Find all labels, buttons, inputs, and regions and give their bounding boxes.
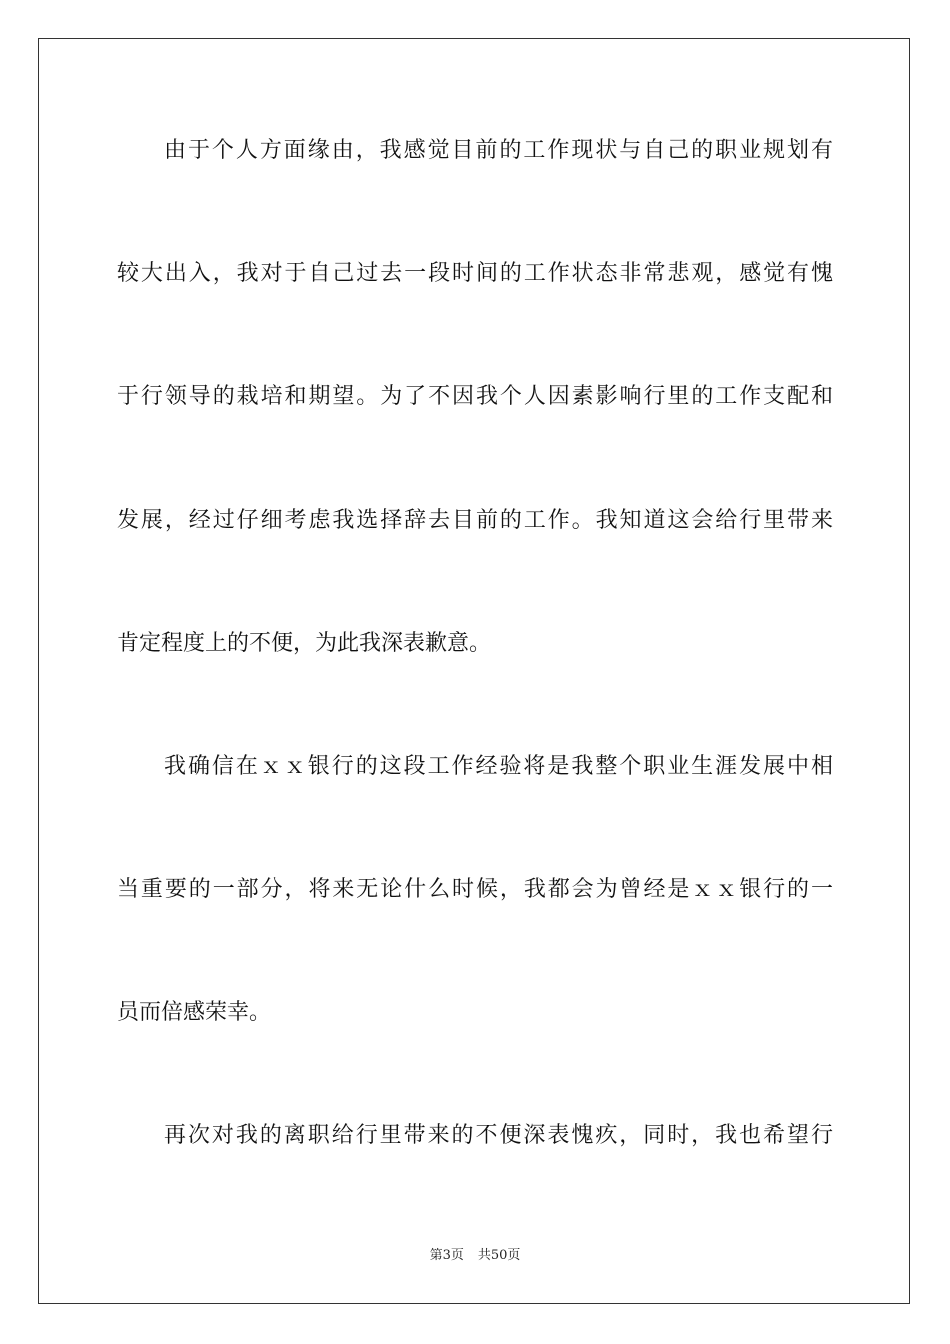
paragraph-1-line-1: 由于个人方面缘由，我感觉目前的工作现状与自己的职业规划有 <box>164 138 833 163</box>
page-number: 第3页 <box>429 1248 464 1263</box>
paragraph-2-line-1: 我确信在ｘｘ银行的这段工作经验将是我整个职业生涯发展中相 <box>164 754 833 779</box>
page-footer <box>0 1247 950 1265</box>
paragraph-2-line-2: 当重要的一部分，将来无论什么时候，我都会为曾经是ｘｘ银行的一 <box>117 877 833 902</box>
paragraph-1-line-5: 肯定程度上的不便，为此我深表歉意。 <box>117 631 492 656</box>
paragraph-1-line-2: 较大出入，我对于自己过去一段时间的工作状态非常悲观，感觉有愧 <box>117 261 833 286</box>
paragraph-1-line-4: 发展，经过仔细考虑我选择辞去目前的工作。我知道这会给行里带来 <box>117 508 833 533</box>
paragraph-1-line-3: 于行领导的栽培和期望。为了不因我个人因素影响行里的工作支配和 <box>117 384 833 409</box>
page-total: 共50页 <box>477 1248 521 1263</box>
paragraph-3-line-1: 再次对我的离职给行里带来的不便深表愧疚，同时，我也希望行 <box>164 1123 833 1148</box>
page-border <box>38 38 910 1304</box>
paragraph-2-line-3: 员而倍感荣幸。 <box>117 1000 272 1025</box>
